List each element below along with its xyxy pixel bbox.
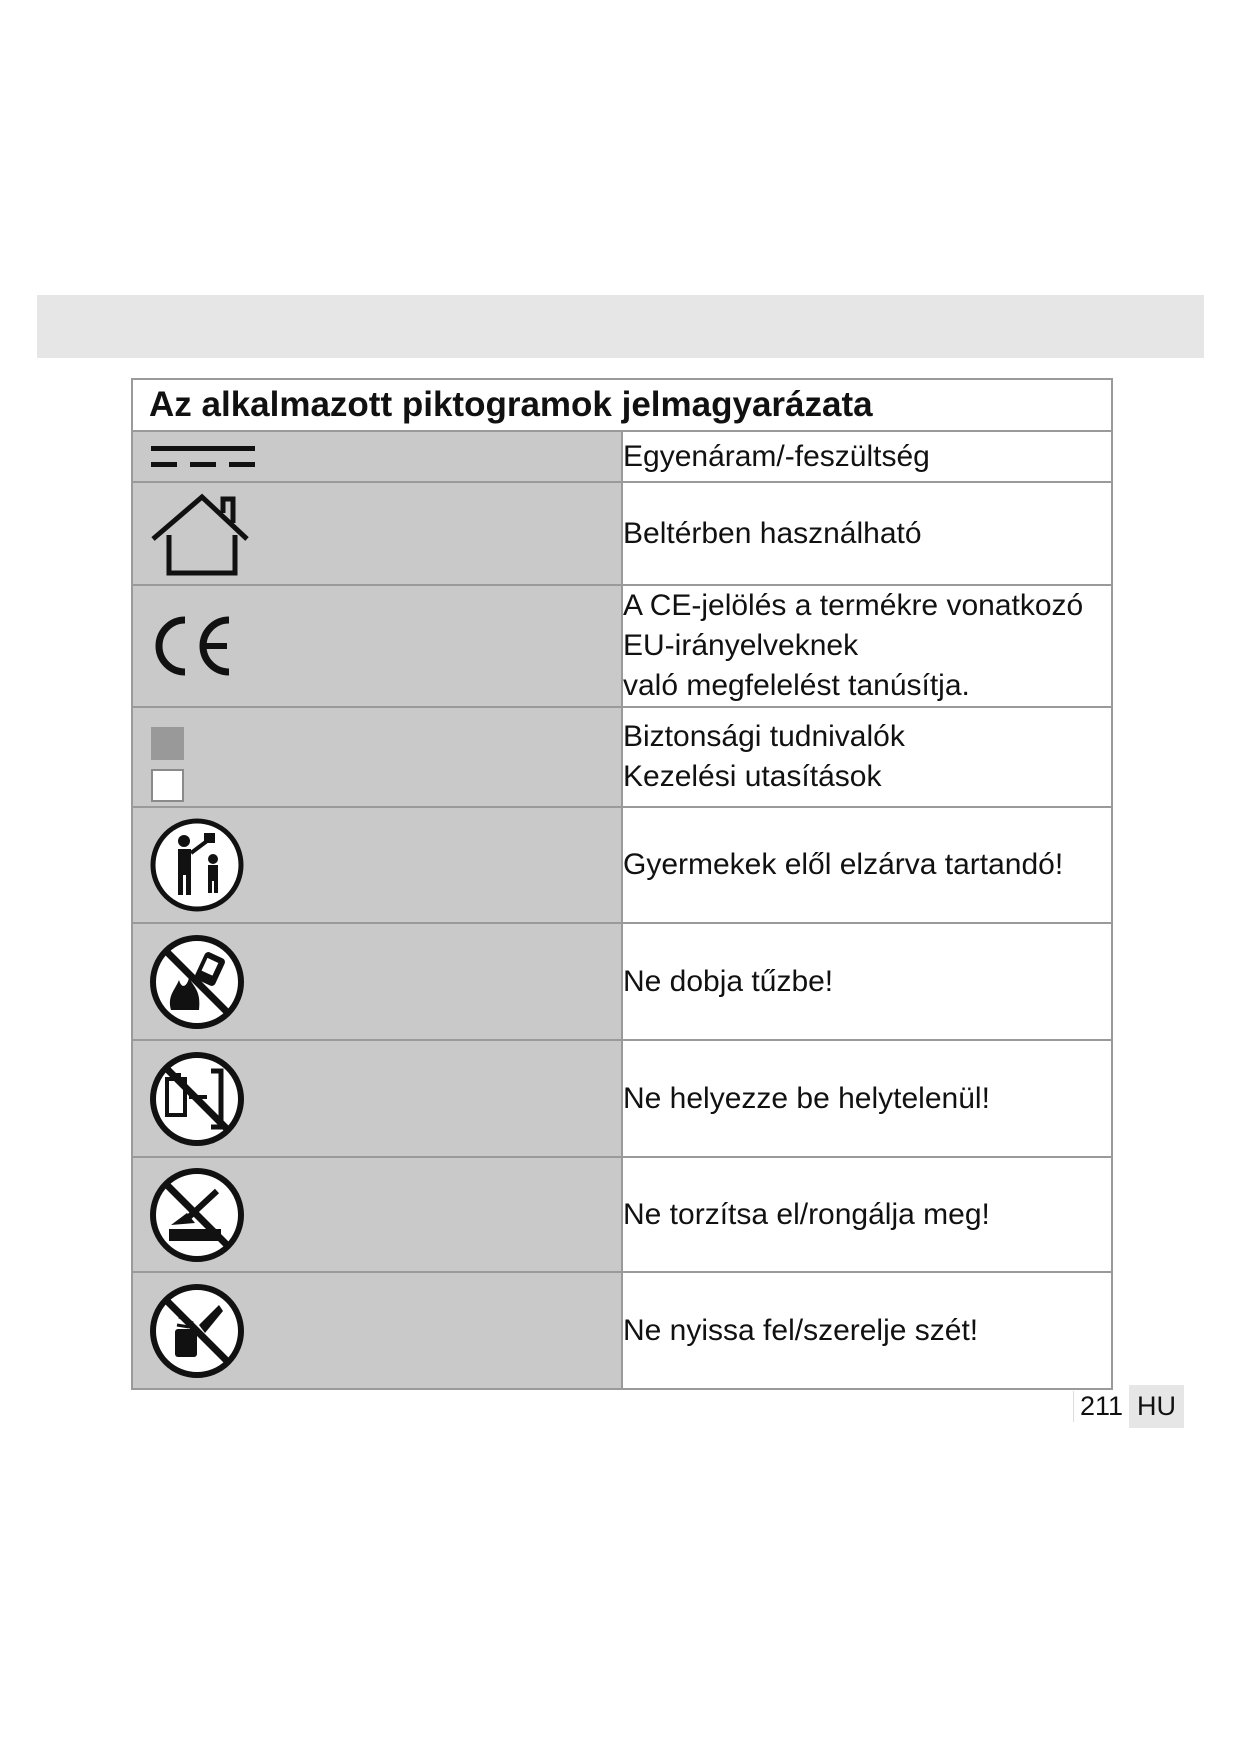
do-not-open-icon [149, 1283, 245, 1379]
safety-squares-icon [149, 725, 189, 805]
icon-cell [132, 707, 622, 807]
pictogram-legend-table [131, 378, 1113, 1390]
legend-text: Ne nyissa fel/szerelje szét! [623, 1313, 979, 1347]
icon-cell [132, 1272, 622, 1389]
legend-text: A CE-jelölés a termékre vonatkozó EU-irányelveknek [623, 589, 1084, 662]
header-band [37, 295, 1204, 358]
ce-mark-icon [149, 614, 239, 678]
page-number: 211 [1073, 1391, 1129, 1422]
icon-cell [132, 482, 622, 585]
do-not-throw-in-fire-icon [149, 934, 245, 1030]
legend-text: való megfelelést tanúsítja. [623, 669, 970, 702]
legend-title: Az alkalmazott piktogramok jelmagyarázata [132, 379, 1112, 431]
legend-row [132, 431, 1112, 482]
legend-row [132, 707, 1112, 807]
icon-cell [132, 1040, 622, 1157]
legend-header-row [132, 379, 1112, 431]
text-cell [622, 1157, 1112, 1272]
icon-cell [132, 1157, 622, 1272]
legend-row [132, 807, 1112, 923]
text-cell [622, 807, 1112, 923]
language-code: HU [1129, 1385, 1184, 1428]
icon-cell [132, 923, 622, 1040]
legend-row [132, 1040, 1112, 1157]
legend-text: Biztonsági tudnivalók [623, 720, 905, 753]
direct-current-icon [149, 443, 259, 471]
legend-text: Beltérben használható [623, 516, 922, 550]
text-cell [622, 1272, 1112, 1389]
legend-text: Ne torzítsa el/rongálja meg! [623, 1197, 990, 1231]
text-cell [622, 431, 1112, 482]
legend-text: Kezelési utasítások [623, 760, 882, 793]
legend-text: Ne dobja tűzbe! [623, 964, 834, 998]
legend-row [132, 923, 1112, 1040]
do-not-insert-incorrectly-icon [149, 1051, 245, 1147]
keep-away-from-children-icon [149, 817, 245, 913]
legend-row [132, 1272, 1112, 1389]
legend-row [132, 585, 1112, 707]
legend-text: Egyenáram/-feszültség [623, 439, 930, 473]
text-cell [622, 707, 1112, 807]
text-cell [622, 585, 1112, 707]
legend-text: Gyermekek elől elzárva tartandó! [623, 848, 1064, 881]
icon-cell [132, 585, 622, 707]
text-cell [622, 1040, 1112, 1157]
legend-row [132, 482, 1112, 585]
text-cell [622, 923, 1112, 1040]
legend-text: Ne helyezze be helytelenül! [623, 1081, 990, 1115]
page-footer [1073, 1384, 1184, 1428]
legend-row [132, 1157, 1112, 1272]
icon-cell [132, 431, 622, 482]
text-cell [622, 482, 1112, 585]
house-indoor-icon [149, 491, 249, 577]
icon-cell [132, 807, 622, 923]
do-not-deform-icon [149, 1167, 245, 1263]
